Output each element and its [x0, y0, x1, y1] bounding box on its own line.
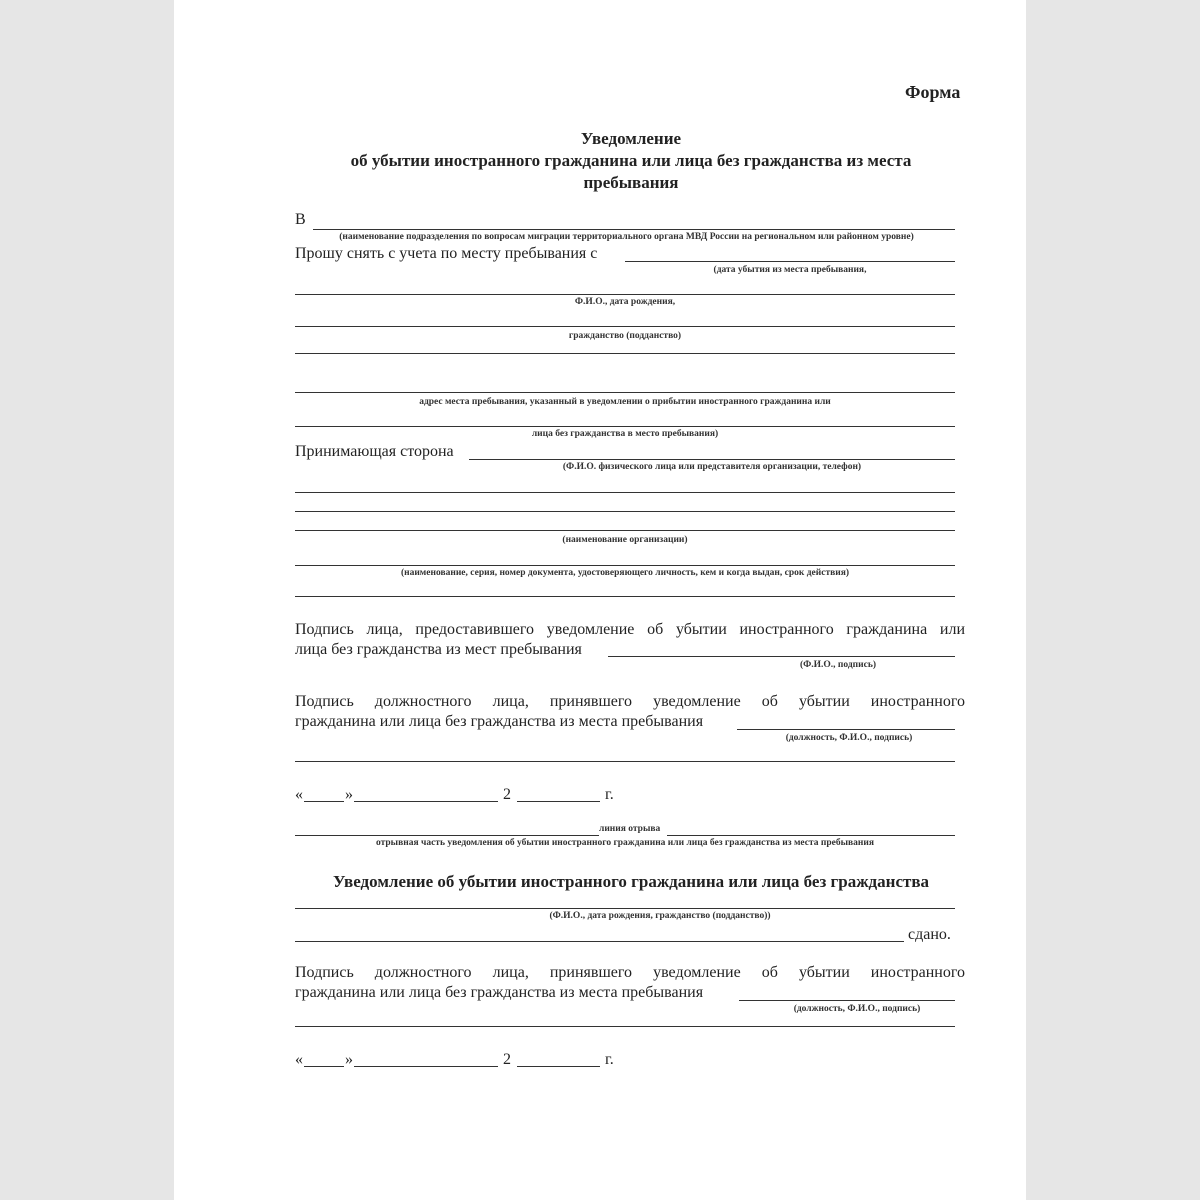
- date2-day-field[interactable]: [304, 1066, 344, 1067]
- tear-title: Уведомление об убытии иностранного гражданина или лица без гражданства: [332, 872, 930, 891]
- form-label: Форма: [905, 82, 961, 102]
- recipient-caption: (наименование подразделения по вопросам миграции территориального органа МВД России на региональном или районном уровне): [339, 232, 914, 242]
- document-caption: (наименование, серия, номер документа, удостоверяющего личность, кем и когда выдан, срок действия): [400, 568, 850, 578]
- date2-year-prefix: 2: [503, 1051, 511, 1068]
- date2-open-quote: «: [295, 1051, 303, 1068]
- date2-year-field[interactable]: [517, 1066, 600, 1067]
- citizenship-field[interactable]: [295, 326, 955, 327]
- signature1-field[interactable]: [608, 656, 955, 657]
- address-caption-1: адрес места пребывания, указанный в уведомлении о прибытии иностранного гражданина или: [419, 397, 831, 407]
- date2-close-quote: »: [345, 1051, 353, 1068]
- document-field[interactable]: [295, 565, 955, 566]
- signature3-field[interactable]: [739, 1000, 955, 1001]
- org-caption: (наименование организации): [562, 535, 688, 545]
- date-year-suffix: г.: [605, 786, 614, 803]
- date2-year-suffix: г.: [605, 1051, 614, 1068]
- address-caption-2: лица без гражданства в место пребывания): [531, 429, 719, 439]
- signature1-line2: лица без гражданства из мест пребывания: [295, 641, 582, 658]
- title-line-1: Уведомление: [580, 129, 682, 148]
- signature2-field[interactable]: [737, 729, 955, 730]
- title-line-2: об убытии иностранного гражданина или лица без гражданства из места: [350, 151, 912, 170]
- signature3-line1: Подпись должностного лица, принявшего уведомление об убытии иностранного: [295, 964, 965, 981]
- host-line-3[interactable]: [295, 511, 955, 512]
- signature3-line[interactable]: [295, 1026, 955, 1027]
- tear-line-label: линия отрыва: [599, 824, 661, 834]
- signature2-line[interactable]: [295, 761, 955, 762]
- date-month-field[interactable]: [354, 801, 498, 802]
- signature3-caption: (должность, Ф.И.О., подпись): [793, 1004, 921, 1014]
- date-year-field[interactable]: [517, 801, 600, 802]
- departure-date-caption: (дата убытия из места пребывания,: [713, 265, 867, 275]
- host-line-2[interactable]: [295, 492, 955, 493]
- host-field[interactable]: [469, 459, 955, 460]
- date2-month-field[interactable]: [354, 1066, 498, 1067]
- document-page: [174, 0, 1026, 1200]
- tear-line-left: [295, 835, 599, 836]
- host-caption: (Ф.И.О. физического лица или представителя организации, телефон): [562, 462, 862, 472]
- to-label: В: [295, 211, 306, 228]
- document-title: [174, 128, 1088, 194]
- date-year-prefix: 2: [503, 786, 511, 803]
- handed-over-label: сдано.: [908, 926, 951, 943]
- date-day-field[interactable]: [304, 801, 344, 802]
- departure-date-field[interactable]: [625, 261, 955, 262]
- address-field[interactable]: [295, 392, 955, 393]
- citizenship-caption: гражданство (подданство): [568, 331, 682, 341]
- title-line-3: пребывания: [583, 173, 679, 192]
- date-open-quote: «: [295, 786, 303, 803]
- tear-fio-caption: (Ф.И.О., дата рождения, гражданство (подданство)): [549, 911, 771, 921]
- tear-line-right: [667, 835, 955, 836]
- fio-field[interactable]: [295, 294, 955, 295]
- org-field[interactable]: [295, 530, 955, 531]
- tear-fio-field[interactable]: [295, 908, 955, 909]
- blank-line[interactable]: [295, 353, 955, 354]
- tear-caption: отрывная часть уведомления об убытии иностранного гражданина или лица без гражданства из места пребывания: [375, 838, 874, 848]
- signature2-caption: (должность, Ф.И.О., подпись): [785, 733, 913, 743]
- date-close-quote: »: [345, 786, 353, 803]
- document-line-2[interactable]: [295, 596, 955, 597]
- fio-caption: Ф.И.О., дата рождения,: [574, 297, 676, 307]
- signature3-line2: гражданина или лица без гражданства из места пребывания: [295, 984, 704, 1001]
- handed-field[interactable]: [295, 941, 904, 942]
- recipient-field[interactable]: [313, 229, 955, 230]
- signature1-caption: (Ф.И.О., подпись): [799, 660, 877, 670]
- signature2-line2: гражданина или лица без гражданства из места пребывания: [295, 713, 704, 730]
- address-field-2[interactable]: [295, 426, 955, 427]
- signature1-line1: Подпись лица, предоставившего уведомление об убытии иностранного гражданина или: [295, 621, 965, 638]
- host-label: Принимающая сторона: [295, 443, 454, 460]
- deregister-text: Прошу снять с учета по месту пребывания с: [295, 245, 598, 262]
- signature2-line1: Подпись должностного лица, принявшего уведомление об убытии иностранного: [295, 693, 965, 710]
